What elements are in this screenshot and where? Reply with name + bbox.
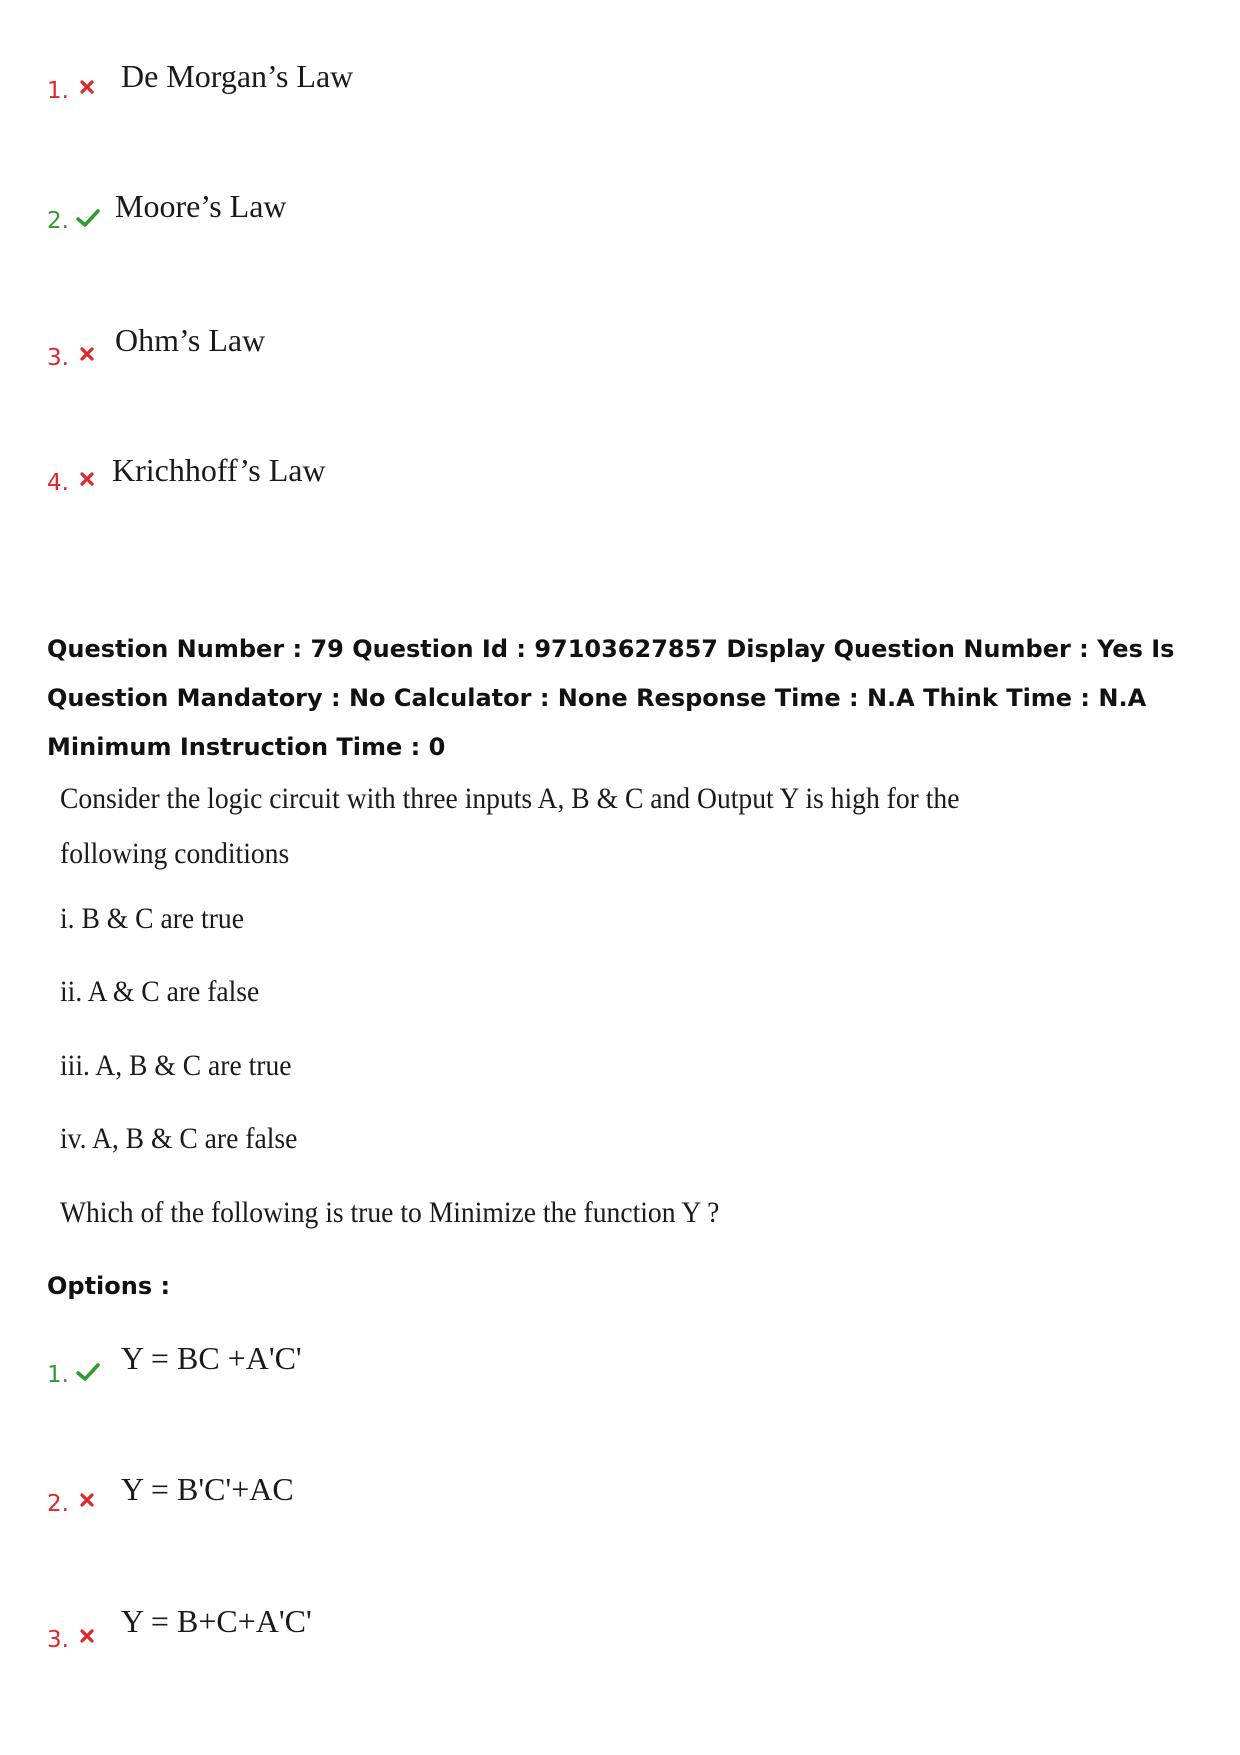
prev-option-2-text: Moore’s Law [115,188,287,224]
condition-i: i. B & C are true [60,902,244,935]
option-2-number: 2. [47,1491,69,1517]
cross-icon [80,472,94,486]
prev-option-3-text: Ohm’s Law [115,322,266,358]
question-text-line-1: Consider the logic circuit with three inputs A, B & C and Output Y is high for the [60,782,960,815]
option-2-text: Y = B'C'+AC [121,1471,294,1507]
condition-ii: ii. A & C are false [60,975,260,1008]
option-3-number: 3. [47,1627,69,1653]
option-1-text: Y = BC +A'C' [121,1340,302,1376]
prev-option-4-text: Krichhoff’s Law [112,452,326,488]
prev-option-4-number: 4. [47,470,69,496]
condition-iv: iv. A, B & C are false [60,1122,298,1155]
prev-option-1-text: De Morgan’s Law [121,58,354,94]
prev-option-2-number: 2. [47,208,69,234]
condition-iii: iii. A, B & C are true [60,1049,292,1082]
options-label: Options : [47,1272,171,1300]
option-1-number: 1. [47,1362,69,1388]
cross-icon [80,1493,94,1507]
cross-icon [80,347,94,361]
question-ask: Which of the following is true to Minimize the function Y ? [60,1196,720,1229]
option-3-text: Y = B+C+A'C' [121,1603,312,1639]
prev-option-3-number: 3. [47,345,69,371]
prev-option-1-number: 1. [47,78,69,104]
cross-icon [80,1629,94,1643]
question-text-line-2: following conditions [60,837,290,870]
question-metadata: Question Number : 79 Question Id : 97103627857 Display Question Number : Yes Is Question Mandatory : No Calculator : None Response Time : N.A Think Time : N.A Minimum Instruction Time : 0 [47,635,1175,761]
checkmark-icon [76,208,100,228]
cross-icon [80,80,94,94]
checkmark-icon [76,1362,100,1382]
